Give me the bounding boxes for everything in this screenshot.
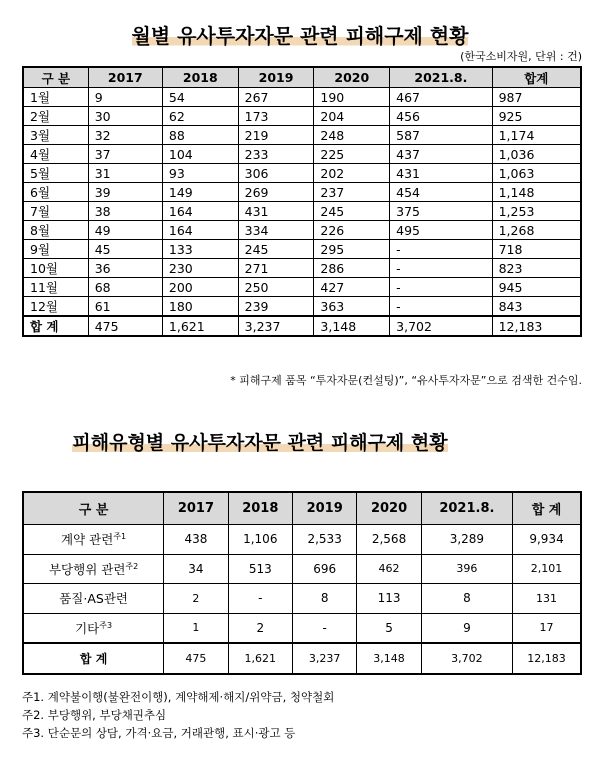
table-cell: 843 <box>492 297 581 317</box>
table-cell: 431 <box>390 164 492 183</box>
table-cell: 200 <box>162 278 238 297</box>
table-cell: 396 <box>421 554 512 584</box>
row-label: 1월 <box>23 88 88 107</box>
row-label: 4월 <box>23 145 88 164</box>
table-cell: 173 <box>238 107 314 126</box>
row-label: 8월 <box>23 221 88 240</box>
table-row <box>23 107 581 126</box>
table-cell: 34 <box>164 554 228 584</box>
table-cell: 113 <box>357 584 421 614</box>
row-label <box>23 554 164 584</box>
table-cell: 230 <box>162 259 238 278</box>
table-cell: 17 <box>513 613 581 643</box>
total-cell: 1,621 <box>228 643 292 674</box>
column-header: 2020 <box>314 67 390 88</box>
table-cell: 987 <box>492 88 581 107</box>
table-cell: 925 <box>492 107 581 126</box>
total-cell: 475 <box>164 643 228 674</box>
table-cell: 30 <box>88 107 162 126</box>
table-row <box>23 554 581 584</box>
total-cell: 3,702 <box>421 643 512 674</box>
row-label-text: 부당행위 관련 <box>48 561 126 577</box>
table-row <box>23 613 581 643</box>
table-cell: 239 <box>238 297 314 317</box>
table-cell: 149 <box>162 183 238 202</box>
table-cell: 2,533 <box>292 525 356 555</box>
column-header: 2019 <box>292 492 356 525</box>
column-header: 2018 <box>162 67 238 88</box>
table-cell: 269 <box>238 183 314 202</box>
table-cell: 164 <box>162 202 238 221</box>
total-cell: 12,183 <box>492 316 581 336</box>
column-header: 2017 <box>164 492 228 525</box>
table-cell: 202 <box>314 164 390 183</box>
search-note: * 피해구제 품목 “투자자문(컨설팅)”, “유사투자자문”으로 검색한 건수임. <box>230 374 582 387</box>
table-cell: 587 <box>390 126 492 145</box>
table-cell: 131 <box>513 584 581 614</box>
table-cell: 431 <box>238 202 314 221</box>
table-row <box>23 145 581 164</box>
footnote-marker: 주3 <box>99 620 113 630</box>
table-row <box>23 183 581 202</box>
table-cell: 54 <box>162 88 238 107</box>
table-cell: 696 <box>292 554 356 584</box>
row-label <box>23 613 164 643</box>
table-cell: 462 <box>357 554 421 584</box>
total-cell: 3,148 <box>314 316 390 336</box>
table-row <box>23 278 581 297</box>
table-cell: 190 <box>314 88 390 107</box>
table-cell: 9 <box>88 88 162 107</box>
monthly-damage-table <box>22 66 582 337</box>
table-cell: 8 <box>292 584 356 614</box>
table-row <box>23 297 581 317</box>
table-cell: 456 <box>390 107 492 126</box>
table-cell: 68 <box>88 278 162 297</box>
table-cell: 233 <box>238 145 314 164</box>
table-cell: 45 <box>88 240 162 259</box>
table-cell: 37 <box>88 145 162 164</box>
table-cell: 9,934 <box>513 525 581 555</box>
row-label-text: 품질·AS관련 <box>59 591 128 607</box>
table-cell: 2 <box>228 613 292 643</box>
table-cell: 133 <box>162 240 238 259</box>
table-header-row <box>23 492 581 525</box>
column-header: 2021.8. <box>390 67 492 88</box>
column-header: 합계 <box>492 67 581 88</box>
table-cell: 437 <box>390 145 492 164</box>
table-cell: 3,289 <box>421 525 512 555</box>
table-cell: 62 <box>162 107 238 126</box>
row-label: 5월 <box>23 164 88 183</box>
table-cell: 226 <box>314 221 390 240</box>
column-header: 합 계 <box>513 492 581 525</box>
total-cell: 1,621 <box>162 316 238 336</box>
type-damage-table <box>22 491 582 675</box>
table-cell: 438 <box>164 525 228 555</box>
footnote-1: 주1. 계약불이행(불완전이행), 계약해제·해지/위약금, 청약철회 <box>22 690 335 704</box>
table-header-row <box>23 67 581 88</box>
row-label-text: 기타 <box>75 620 100 636</box>
column-header: 2019 <box>238 67 314 88</box>
row-label: 2월 <box>23 107 88 126</box>
table-cell: 823 <box>492 259 581 278</box>
footnote-marker: 주2 <box>125 561 139 571</box>
column-header: 2017 <box>88 67 162 88</box>
table-cell: 375 <box>390 202 492 221</box>
table-row <box>23 525 581 555</box>
footnote-3: 주3. 단순문의 상담, 가격·요금, 거래관행, 표시·광고 등 <box>22 726 296 740</box>
row-label: 3월 <box>23 126 88 145</box>
table-row <box>23 88 581 107</box>
row-label: 11월 <box>23 278 88 297</box>
table-cell: - <box>390 297 492 317</box>
row-label: 9월 <box>23 240 88 259</box>
table-row <box>23 221 581 240</box>
table-cell: 286 <box>314 259 390 278</box>
table-cell: 1,174 <box>492 126 581 145</box>
table-cell: 61 <box>88 297 162 317</box>
total-cell: 475 <box>88 316 162 336</box>
row-label <box>23 584 164 614</box>
total-cell: 3,237 <box>238 316 314 336</box>
table-cell: 245 <box>314 202 390 221</box>
table-cell: 363 <box>314 297 390 317</box>
row-label: 12월 <box>23 297 88 317</box>
type-table-title: 피해유형별 유사투자자문 관련 피해구제 현황 <box>72 432 448 454</box>
table-cell: - <box>390 240 492 259</box>
table-cell: 1,148 <box>492 183 581 202</box>
total-row <box>23 316 581 336</box>
table-cell: 945 <box>492 278 581 297</box>
table-cell: 718 <box>492 240 581 259</box>
table-row <box>23 584 581 614</box>
table-cell: - <box>292 613 356 643</box>
table-cell: 1,268 <box>492 221 581 240</box>
table-row <box>23 164 581 183</box>
table-cell: - <box>228 584 292 614</box>
table-cell: 8 <box>421 584 512 614</box>
row-label: 7월 <box>23 202 88 221</box>
row-label-text: 계약 관련 <box>61 532 114 548</box>
table-cell: 1,106 <box>228 525 292 555</box>
total-cell: 3,237 <box>292 643 356 674</box>
table-cell: 219 <box>238 126 314 145</box>
column-header: 구 분 <box>23 67 88 88</box>
table-cell: - <box>390 278 492 297</box>
table-row <box>23 126 581 145</box>
total-cell: 12,183 <box>513 643 581 674</box>
table-cell: 513 <box>228 554 292 584</box>
column-header: 2018 <box>228 492 292 525</box>
row-label: 10월 <box>23 259 88 278</box>
table-cell: 225 <box>314 145 390 164</box>
table-cell: 250 <box>238 278 314 297</box>
row-label: 6월 <box>23 183 88 202</box>
footnotes <box>22 688 334 742</box>
table-row <box>23 259 581 278</box>
unit-note: (한국소비자원, 단위 : 건) <box>460 50 582 63</box>
table-cell: 49 <box>88 221 162 240</box>
table-cell: 204 <box>314 107 390 126</box>
table-cell: 245 <box>238 240 314 259</box>
table-cell: 248 <box>314 126 390 145</box>
total-label: 합 계 <box>23 643 164 674</box>
table-cell: 306 <box>238 164 314 183</box>
table-cell: 32 <box>88 126 162 145</box>
table-cell: 454 <box>390 183 492 202</box>
column-header: 2021.8. <box>421 492 512 525</box>
table-cell: 93 <box>162 164 238 183</box>
table-cell: - <box>390 259 492 278</box>
table-cell: 334 <box>238 221 314 240</box>
table-cell: 237 <box>314 183 390 202</box>
monthly-table-title: 월별 유사투자자문 관련 피해구제 현황 <box>131 24 469 48</box>
total-label: 합 계 <box>23 316 88 336</box>
table-cell: 9 <box>421 613 512 643</box>
footnote-2: 주2. 부당행위, 부당채권추심 <box>22 708 167 722</box>
table-cell: 2,568 <box>357 525 421 555</box>
table-cell: 1,036 <box>492 145 581 164</box>
total-cell: 3,702 <box>390 316 492 336</box>
table-cell: 164 <box>162 221 238 240</box>
total-cell: 3,148 <box>357 643 421 674</box>
footnote-marker: 주1 <box>113 532 127 542</box>
table-row <box>23 202 581 221</box>
table-cell: 88 <box>162 126 238 145</box>
table-cell: 1,253 <box>492 202 581 221</box>
table-cell: 38 <box>88 202 162 221</box>
table-cell: 104 <box>162 145 238 164</box>
table-cell: 1,063 <box>492 164 581 183</box>
table-cell: 271 <box>238 259 314 278</box>
table-cell: 267 <box>238 88 314 107</box>
table-cell: 427 <box>314 278 390 297</box>
table-cell: 1 <box>164 613 228 643</box>
table-cell: 2 <box>164 584 228 614</box>
table-row <box>23 240 581 259</box>
table-cell: 2,101 <box>513 554 581 584</box>
table-cell: 295 <box>314 240 390 259</box>
column-header: 구 분 <box>23 492 164 525</box>
column-header: 2020 <box>357 492 421 525</box>
row-label <box>23 525 164 555</box>
table-cell: 36 <box>88 259 162 278</box>
total-row <box>23 643 581 674</box>
table-cell: 180 <box>162 297 238 317</box>
table-cell: 495 <box>390 221 492 240</box>
table-cell: 39 <box>88 183 162 202</box>
table-cell: 467 <box>390 88 492 107</box>
table-cell: 31 <box>88 164 162 183</box>
table-cell: 5 <box>357 613 421 643</box>
